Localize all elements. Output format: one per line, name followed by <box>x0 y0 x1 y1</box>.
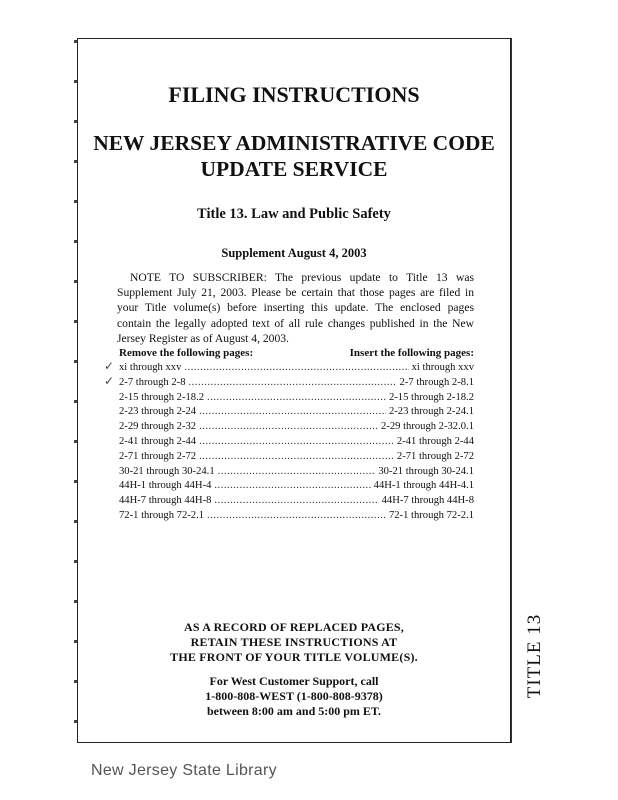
leader-dots <box>189 376 397 391</box>
filing-instructions-heading: FILING INSTRUCTIONS <box>168 82 420 107</box>
title-heading: Title 13. Law and Public Safety <box>197 206 391 222</box>
code-heading <box>80 130 508 182</box>
remove-pages: 2-23 through 2-24 <box>119 406 197 418</box>
customer-support <box>80 674 508 719</box>
table-row <box>119 405 474 420</box>
insert-pages: 2-71 through 2-72 <box>396 450 474 462</box>
insert-pages: 2-15 through 2-18.2 <box>388 391 474 403</box>
leader-dots <box>207 509 386 524</box>
page-list <box>119 361 474 524</box>
insert-pages: 2-29 through 2-32.0.1 <box>381 421 474 433</box>
code-heading-line1: NEW JERSEY ADMINISTRATIVE CODE <box>93 131 495 155</box>
library-watermark: New Jersey State Library <box>91 762 277 779</box>
insert-pages: 72-1 through 72-2.1 <box>388 509 474 521</box>
check-icon: ✓ <box>104 359 115 373</box>
insert-pages: 44H-7 through 44H-8 <box>381 495 474 507</box>
remove-pages: 2-15 through 2-18.2 <box>119 391 205 403</box>
remove-pages: 44H-7 through 44H-8 <box>119 495 212 507</box>
insert-pages: 2-7 through 2-8.1 <box>399 376 474 388</box>
subscriber-note: NOTE TO SUBSCRIBER: The previous update to Title 13 was Supplement July 21, 2003. Please be certain that those pages are filed in your Title volume(s) before inserting this update. The enclosed pages contain the legally adopted text of all rule changes published in the New Jersey Register as of August 4, 2003. <box>117 271 474 345</box>
remove-pages: xi through xxv <box>119 362 182 373</box>
table-row <box>119 435 474 450</box>
insert-pages: xi through xxv <box>411 362 474 373</box>
insert-pages: 30-21 through 30-24.1 <box>378 465 474 477</box>
table-row <box>119 465 474 480</box>
table-row <box>119 361 474 376</box>
leader-dots <box>184 361 408 376</box>
support-line1: For West Customer Support, call <box>209 674 379 688</box>
remove-pages: 30-21 through 30-24.1 <box>119 465 215 477</box>
record-instruction <box>80 620 508 665</box>
leader-dots <box>199 405 386 420</box>
table-row <box>119 509 474 524</box>
record-line1: AS A RECORD OF REPLACED PAGES, <box>183 620 405 634</box>
leader-dots <box>214 479 370 494</box>
remove-pages: 2-7 through 2-8 <box>119 376 186 388</box>
leader-dots <box>218 465 376 480</box>
leader-dots <box>199 450 394 465</box>
title-tab-label: TITLE 13 <box>524 613 545 699</box>
remove-pages: 72-1 through 72-2.1 <box>119 509 205 521</box>
leader-dots <box>214 494 378 509</box>
handwritten-checkmarks <box>104 359 114 389</box>
support-hours: between 8:00 am and 5:00 pm ET. <box>206 704 382 718</box>
supplement-date: Supplement August 4, 2003 <box>221 246 367 260</box>
remove-pages: 2-71 through 2-72 <box>119 450 197 462</box>
table-row <box>119 376 474 391</box>
leader-dots <box>199 435 394 450</box>
remove-pages: 44H-1 through 44H-4 <box>119 480 212 492</box>
insert-pages: 44H-1 through 44H-4.1 <box>373 480 474 492</box>
remove-pages: 2-29 through 2-32 <box>119 421 197 433</box>
record-line2: RETAIN THESE INSTRUCTIONS AT <box>190 635 398 649</box>
table-row <box>119 479 474 494</box>
table-row <box>119 494 474 509</box>
check-icon: ✓ <box>104 374 115 388</box>
code-heading-line2: UPDATE SERVICE <box>200 157 388 181</box>
insert-pages: 2-41 through 2-44 <box>396 435 474 447</box>
remove-header: Remove the following pages: <box>119 347 254 359</box>
leader-dots <box>207 391 386 406</box>
insert-pages: 2-23 through 2-24.1 <box>388 406 474 418</box>
table-row <box>119 391 474 406</box>
record-line3: THE FRONT OF YOUR TITLE VOLUME(S). <box>170 650 418 664</box>
support-phone: 1-800-808-WEST (1-800-808-9378) <box>205 689 383 703</box>
table-row <box>119 420 474 435</box>
tab-divider <box>511 38 512 743</box>
insert-header: Insert the following pages: <box>349 347 474 359</box>
remove-pages: 2-41 through 2-44 <box>119 435 197 447</box>
leader-dots <box>199 420 378 435</box>
table-row <box>119 450 474 465</box>
